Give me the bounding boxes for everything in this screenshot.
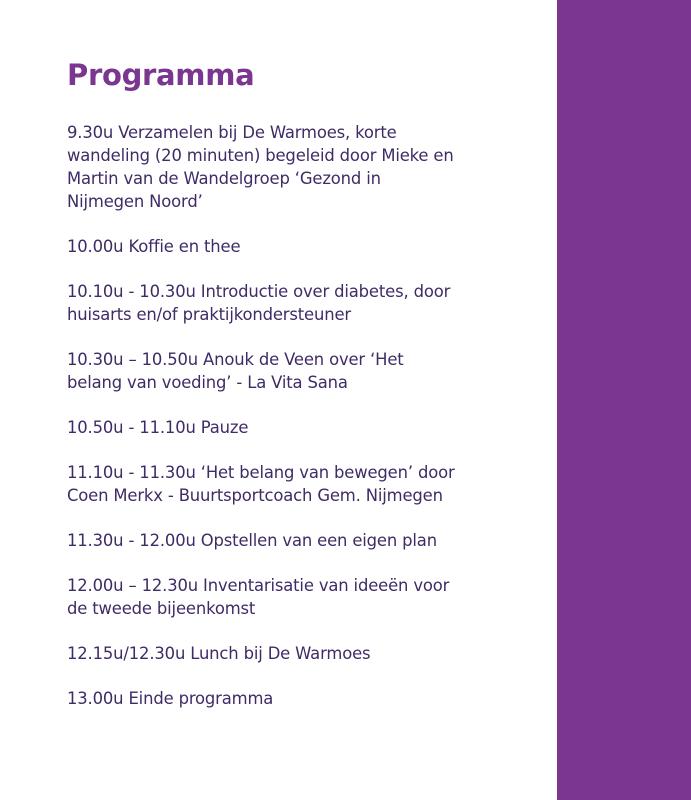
decorative-side-band bbox=[557, 0, 691, 800]
program-item: 13.00u Einde programma bbox=[67, 689, 274, 708]
program-item: 10.00u Koffie en thee bbox=[67, 237, 241, 256]
page-title: Programma bbox=[67, 58, 255, 92]
program-item: 9.30u Verzamelen bij De Warmoes, korte wandeling (20 minuten) begeleid door Mieke en Martin van de Wandelgroep ‘Gezond in Nijmegen Noord’ bbox=[67, 123, 454, 211]
program-item: 11.10u - 11.30u ‘Het belang van bewegen’ door Coen Merkx - Buurtsportcoach Gem. Nijmegen bbox=[67, 463, 455, 505]
program-list bbox=[67, 121, 547, 732]
program-item: 10.10u - 10.30u Introductie over diabetes, door huisarts en/of praktijkondersteuner bbox=[67, 282, 451, 324]
program-item: 12.00u – 12.30u Inventarisatie van ideeën voor de tweede bijeenkomst bbox=[67, 576, 450, 618]
program-item: 10.30u – 10.50u Anouk de Veen over ‘Het belang van voeding’ - La Vita Sana bbox=[67, 350, 404, 392]
program-item: 10.50u - 11.10u Pauze bbox=[67, 418, 249, 437]
program-item: 12.15u/12.30u Lunch bij De Warmoes bbox=[67, 644, 371, 663]
program-item: 11.30u - 12.00u Opstellen van een eigen plan bbox=[67, 531, 437, 550]
